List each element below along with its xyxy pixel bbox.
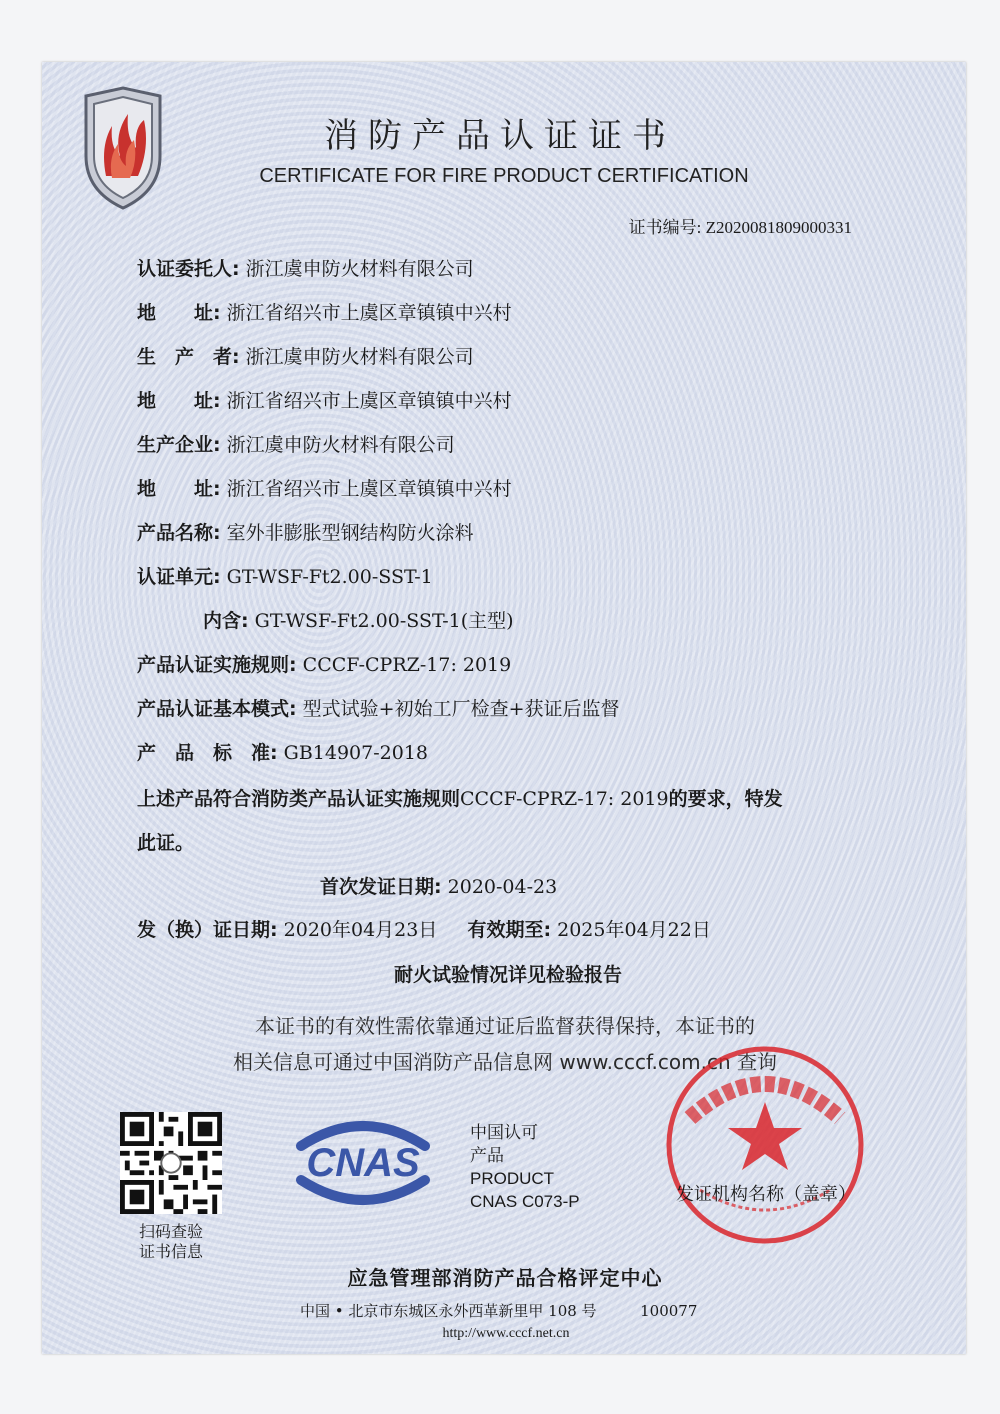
row-cert-mode: [137, 696, 620, 722]
issuer-caption: 发证机构名称（盖章）: [676, 1184, 856, 1205]
qr-caption: [120, 1222, 222, 1262]
producer-address-value: 浙江省绍兴市上虞区章镇镇中兴村: [226, 390, 512, 412]
footer-address-text: 中国 • 北京市东城区永外西革新里甲 108 号: [300, 1302, 597, 1320]
cnas-accreditation-text: [470, 1121, 580, 1213]
issue-date-label: 发（换）证日期:: [137, 919, 278, 941]
product-name-label: 产品名称:: [137, 522, 221, 544]
statement-text-c: 的要求，特发: [668, 788, 783, 810]
first-issue-value: 2020-04-23: [447, 876, 558, 898]
statement-text-a: 上述产品符合消防类产品认证实施规则: [137, 788, 461, 810]
notice-line-1: 本证书的有效性需依靠通过证后监督获得保持，本证书的: [255, 1014, 755, 1038]
row-contains: [203, 608, 514, 634]
mode-label: 产品认证基本模式:: [137, 698, 297, 720]
factory-address-value: 浙江省绍兴市上虞区章镇镇中兴村: [226, 478, 512, 500]
client-address-label: 地 址:: [137, 302, 221, 324]
qr-code-icon[interactable]: [120, 1112, 222, 1214]
certificate-number: 证书编号: Z2020081809000331: [628, 218, 852, 237]
rule-label: 产品认证实施规则:: [137, 654, 297, 676]
cnas-line-3: PRODUCT: [470, 1169, 555, 1188]
cert-unit-value: GT-WSF-Ft2.00-SST-1: [226, 566, 433, 588]
factory-address-label: 地 址:: [137, 478, 221, 500]
product-name-value: 室外非膨胀型钢结构防火涂料: [226, 522, 474, 544]
standard-label: 产 品 标 准:: [137, 742, 278, 764]
row-producer: [137, 344, 474, 370]
row-implementation-rule: [137, 652, 511, 678]
row-factory: [137, 432, 455, 458]
standard-value: GB14907-2018: [283, 742, 429, 764]
producer-value: 浙江虞申防火材料有限公司: [245, 346, 474, 368]
client-address-value: 浙江省绍兴市上虞区章镇镇中兴村: [226, 302, 512, 324]
cert-unit-label: 认证单元:: [137, 566, 221, 588]
row-factory-address: [137, 476, 512, 502]
row-first-issue: [320, 874, 557, 900]
qr-caption-line-2: 证书信息: [138, 1242, 203, 1261]
producer-label: 生 产 者:: [137, 346, 240, 368]
valid-until-value: 2025年04月22日: [557, 919, 711, 941]
cnas-line-1: 中国认可: [470, 1123, 538, 1142]
title-chinese: 消防产品认证证书: [324, 116, 676, 156]
notice-line-2: 相关信息可通过中国消防产品信息网 www.cccf.com.cn 查询: [233, 1050, 777, 1074]
qr-caption-line-1: 扫码查验: [138, 1222, 203, 1241]
factory-label: 生产企业:: [137, 434, 221, 456]
statement-line-2: 此证。: [137, 832, 195, 854]
client-label: 认证委托人:: [137, 258, 240, 280]
cnas-logo-icon: [283, 1112, 443, 1214]
statement-rule-code: CCCF-CPRZ-17: 2019: [460, 788, 669, 810]
producer-address-label: 地 址:: [137, 390, 221, 412]
cnas-logo-text: CNAS: [306, 1141, 420, 1185]
footer-url[interactable]: http://www.cccf.net.cn: [442, 1326, 570, 1341]
footer-organization: 应急管理部消防产品合格评定中心: [347, 1266, 663, 1290]
row-product-name: [137, 520, 474, 546]
footer-postcode: 100077: [640, 1302, 698, 1320]
valid-until-label: 有效期至:: [467, 919, 552, 941]
official-seal-stamp: [660, 1040, 870, 1250]
row-issue-dates: [137, 917, 711, 943]
row-standard: [137, 740, 428, 766]
fire-test-note: 耐火试验情况详见检验报告: [393, 964, 622, 986]
cnas-line-4: CNAS C073-P: [470, 1192, 580, 1211]
first-issue-label: 首次发证日期:: [320, 876, 442, 898]
title-english: CERTIFICATE FOR FIRE PRODUCT CERTIFICATION: [259, 165, 749, 187]
issue-date-value: 2020年04月23日: [283, 919, 438, 941]
row-client-address: [137, 300, 512, 326]
rule-value: CCCF-CPRZ-17: 2019: [302, 654, 512, 676]
row-client: [137, 256, 474, 282]
contains-label: 内含:: [203, 610, 249, 632]
row-producer-address: [137, 388, 512, 414]
statement-line-1: [137, 786, 783, 812]
row-cert-unit: [137, 564, 433, 590]
contains-value: GT-WSF-Ft2.00-SST-1(主型): [254, 610, 514, 632]
mode-value: 型式试验+初始工厂检查+获证后监督: [302, 698, 620, 720]
cnas-line-2: 产品: [470, 1146, 504, 1165]
client-value: 浙江虞申防火材料有限公司: [245, 258, 474, 280]
footer-address: [300, 1300, 697, 1321]
factory-value: 浙江虞申防火材料有限公司: [226, 434, 455, 456]
